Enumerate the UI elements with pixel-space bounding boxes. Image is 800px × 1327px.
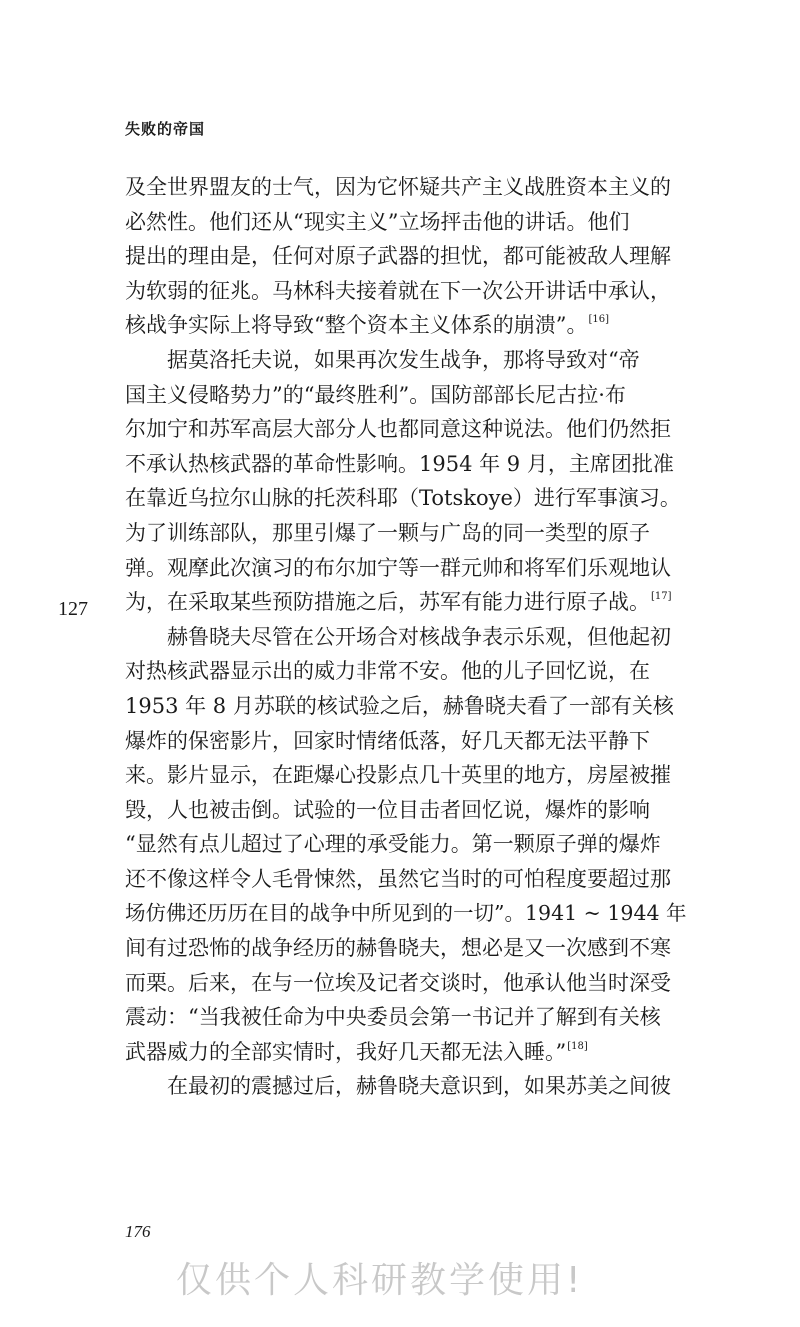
text-line-content: 在最初的震撼过后，赫鲁晓夫意识到，如果苏美之间彼 — [167, 1074, 671, 1099]
text-line-content: 不承认热核武器的革命性影响。1954 年 9 月，主席团批准 — [125, 451, 674, 476]
text-line — [125, 378, 690, 413]
text-line — [125, 827, 690, 862]
running-head: 失败的帝国 — [125, 120, 206, 138]
text-line — [125, 205, 690, 240]
text-line — [125, 689, 690, 724]
footnote-marker[interactable]: [18] — [567, 1040, 588, 1052]
page-number: 176 — [125, 1222, 151, 1241]
text-line-content: 来。影片显示，在距爆心投影点几十英里的地方，房屋被摧 — [125, 763, 671, 788]
text-line-content: 赫鲁晓夫尽管在公开场合对核战争表示乐观，但他起初 — [167, 624, 671, 649]
text-line — [125, 654, 690, 689]
text-line-content: 在靠近乌拉尔山脉的托茨科耶（Totskoye）进行军事演习。 — [125, 486, 681, 511]
text-line — [125, 170, 690, 205]
text-line — [125, 758, 690, 793]
footnote-marker[interactable]: [16] — [588, 314, 610, 326]
text-line — [125, 620, 690, 655]
margin-page-reference: 127 — [58, 598, 88, 620]
text-line — [125, 343, 690, 378]
text-line — [125, 1035, 690, 1070]
text-line — [125, 793, 690, 828]
text-line-content: 核战争实际上将导致“整个资本主义体系的崩溃”。 — [125, 313, 588, 338]
text-line-content: “显然有点儿超过了心理的承受能力。第一颗原子弹的爆炸 — [125, 832, 661, 857]
text-line — [125, 931, 690, 966]
text-line-content: 国主义侵略势力”的“最终胜利”。国防部部长尼古拉·布 — [125, 382, 626, 407]
text-line-content: 震动：“当我被任命为中央委员会第一书记并了解到有关核 — [125, 1005, 661, 1030]
text-line-content: 弹。观摩此次演习的布尔加宁等一群元帅和将军们乐观地认 — [125, 555, 671, 580]
text-line — [125, 516, 690, 551]
text-line-content: 间有过恐怖的战争经历的赫鲁晓夫，想必是又一次感到不寒 — [125, 936, 671, 961]
text-line-content: 1953 年 8 月苏联的核试验之后，赫鲁晓夫看了一部有关核 — [125, 693, 674, 718]
text-line-content: 毁，人也被击倒。试验的一位目击者回忆说，爆炸的影响 — [125, 797, 650, 822]
footnote-marker[interactable]: [17] — [651, 591, 672, 603]
text-line — [125, 447, 690, 482]
text-line-content: 必然性。他们还从“现实主义”立场抨击他的讲话。他们 — [125, 209, 630, 234]
text-line-content: 为软弱的征兆。马林科夫接着就在下一次公开讲话中承认， — [125, 278, 671, 303]
text-line — [125, 966, 690, 1001]
body-text — [125, 170, 690, 1104]
text-line — [125, 274, 690, 309]
text-line — [125, 724, 690, 759]
text-line-content: 场仿佛还历历在目的战争中所见到的一切”。1941 ~ 1944 年 — [125, 901, 687, 926]
text-line — [125, 1000, 690, 1035]
text-line-content: 尔加宁和苏军高层大部分人也都同意这种说法。他们仍然拒 — [125, 417, 671, 442]
text-line — [125, 239, 690, 274]
text-line — [125, 308, 690, 343]
text-line — [125, 1069, 690, 1104]
text-line-content: 为了训练部队，那里引爆了一颗与广岛的同一类型的原子 — [125, 520, 650, 545]
text-line — [125, 896, 690, 931]
text-line-content: 武器威力的全部实情时，我好几天都无法入睡。” — [125, 1039, 567, 1064]
text-line-content: 及全世界盟友的士气，因为它怀疑共产主义战胜资本主义的 — [125, 175, 671, 199]
text-line-content: 为，在采取某些预防措施之后，苏军有能力进行原子战。 — [125, 590, 650, 615]
text-line — [125, 551, 690, 586]
text-line — [125, 412, 690, 447]
text-line-content: 爆炸的保密影片，回家时情绪低落，好几天都无法平静下 — [125, 728, 650, 753]
text-line — [125, 585, 690, 620]
text-line — [125, 862, 690, 897]
text-line-content: 据莫洛托夫说，如果再次发生战争，那将导致对“帝 — [167, 347, 640, 372]
watermark: 仅供个人科研教学使用! — [176, 1260, 584, 1301]
text-line — [125, 481, 690, 516]
text-line-content: 提出的理由是，任何对原子武器的担忧，都可能被敌人理解 — [125, 244, 671, 269]
text-line-content: 而栗。后来，在与一位埃及记者交谈时，他承认他当时深受 — [125, 970, 671, 995]
text-line-content: 还不像这样令人毛骨悚然，虽然它当时的可怕程度要超过那 — [125, 866, 671, 891]
text-line-content: 对热核武器显示出的威力非常不安。他的儿子回忆说，在 — [125, 659, 650, 684]
